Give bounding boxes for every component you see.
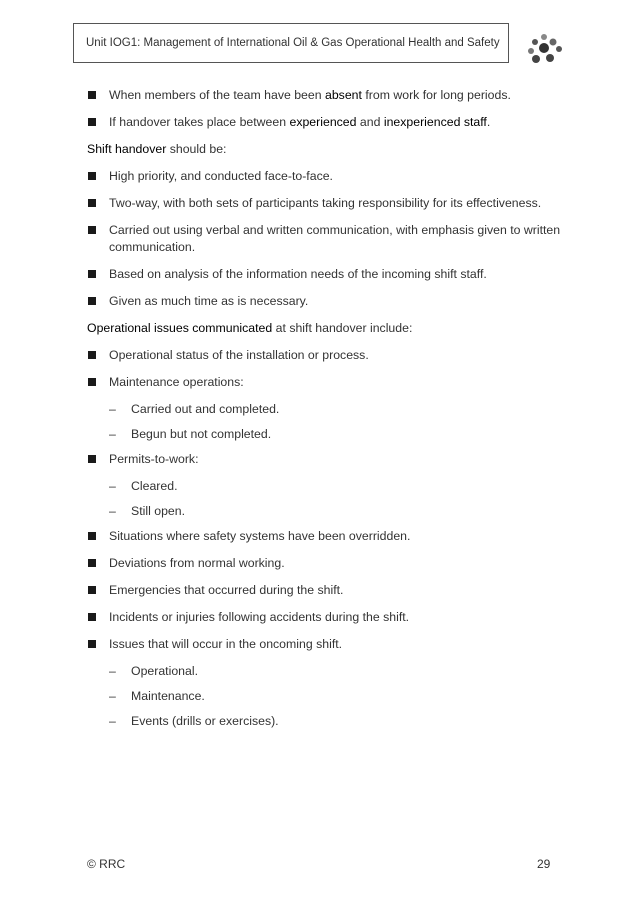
bullet-item xyxy=(87,374,567,391)
text-run: When members of the team have been xyxy=(109,88,325,102)
text-run: Begun but not completed. xyxy=(131,427,272,441)
text-run: Events (drills or exercises). xyxy=(131,714,279,728)
bullet-item xyxy=(87,266,567,283)
dash-marker: – xyxy=(109,664,116,678)
key-term: experienced xyxy=(289,115,357,129)
text-run: Incidents or injuries following accidents during the shift. xyxy=(109,610,410,624)
sub-item xyxy=(87,663,567,680)
footer-copyright: © RRC xyxy=(87,857,126,871)
dash-marker: – xyxy=(109,402,116,416)
bullet-item xyxy=(87,293,567,310)
text-run: . xyxy=(486,115,491,129)
dash-marker: – xyxy=(109,689,116,703)
paragraph xyxy=(87,320,567,337)
bullet-item xyxy=(87,222,567,256)
text-run: and xyxy=(356,115,384,129)
sub-item xyxy=(87,401,567,418)
bullet-item xyxy=(87,636,567,653)
bullet-item xyxy=(87,555,567,572)
header-title: Unit IOG1: Management of International Oil & Gas Operational Health and Safety xyxy=(86,37,500,49)
text-run: Operational status of the installation or process. xyxy=(109,348,369,362)
page-number: 29 xyxy=(537,857,551,871)
text-run: should be: xyxy=(166,142,227,156)
dash-marker: – xyxy=(109,714,116,728)
sub-item xyxy=(87,503,567,520)
text-run: Still open. xyxy=(131,504,186,518)
bullet-item xyxy=(87,195,567,212)
dash-marker: – xyxy=(109,427,116,441)
text-run: Situations where safety systems have been overridden. xyxy=(109,529,411,543)
bullet-item xyxy=(87,114,567,131)
bullet-item xyxy=(87,582,567,599)
key-term: inexperienced staff xyxy=(383,115,487,129)
bullet-item xyxy=(87,609,567,626)
text-run: Maintenance. xyxy=(131,689,205,703)
text-run: from work for long periods. xyxy=(361,88,511,102)
key-term: Shift handover xyxy=(87,142,167,156)
text-run: Permits-to-work: xyxy=(109,452,199,466)
bullet-item xyxy=(87,347,567,364)
bullet-item xyxy=(87,451,567,468)
bullet-item xyxy=(87,87,567,104)
key-term: Operational issues communicated xyxy=(87,321,273,335)
text-run: High priority, and conducted face-to-face. xyxy=(109,169,333,183)
sub-item xyxy=(87,713,567,730)
bullet-item xyxy=(87,528,567,545)
text-run: Given as much time as is necessary. xyxy=(109,294,309,308)
sub-item xyxy=(87,426,567,443)
running-header xyxy=(73,23,509,63)
text-run: Carried out using verbal and written communication, with emphasis given to written communication. xyxy=(109,223,561,254)
text-run: Two-way, with both sets of participants taking responsibility for its effectiveness. xyxy=(109,196,542,210)
page-body xyxy=(87,87,567,738)
text-run: Maintenance operations: xyxy=(109,375,244,389)
text-run: Operational. xyxy=(131,664,198,678)
text-run: Deviations from normal working. xyxy=(109,556,285,570)
dash-marker: – xyxy=(109,479,116,493)
key-term: absent xyxy=(325,88,362,102)
text-run: Emergencies that occurred during the shift. xyxy=(109,583,344,597)
sub-item xyxy=(87,478,567,495)
rrc-logo-icon xyxy=(526,33,564,67)
text-run: If handover takes place between xyxy=(109,115,290,129)
text-run: Cleared. xyxy=(131,479,178,493)
text-run: Carried out and completed. xyxy=(131,402,280,416)
text-run: Issues that will occur in the oncoming shift. xyxy=(109,637,343,651)
paragraph xyxy=(87,141,567,158)
text-run: Based on analysis of the information needs of the incoming shift staff. xyxy=(109,267,487,281)
sub-item xyxy=(87,688,567,705)
text-run: at shift handover include: xyxy=(272,321,413,335)
dash-marker: – xyxy=(109,504,116,518)
bullet-item xyxy=(87,168,567,185)
